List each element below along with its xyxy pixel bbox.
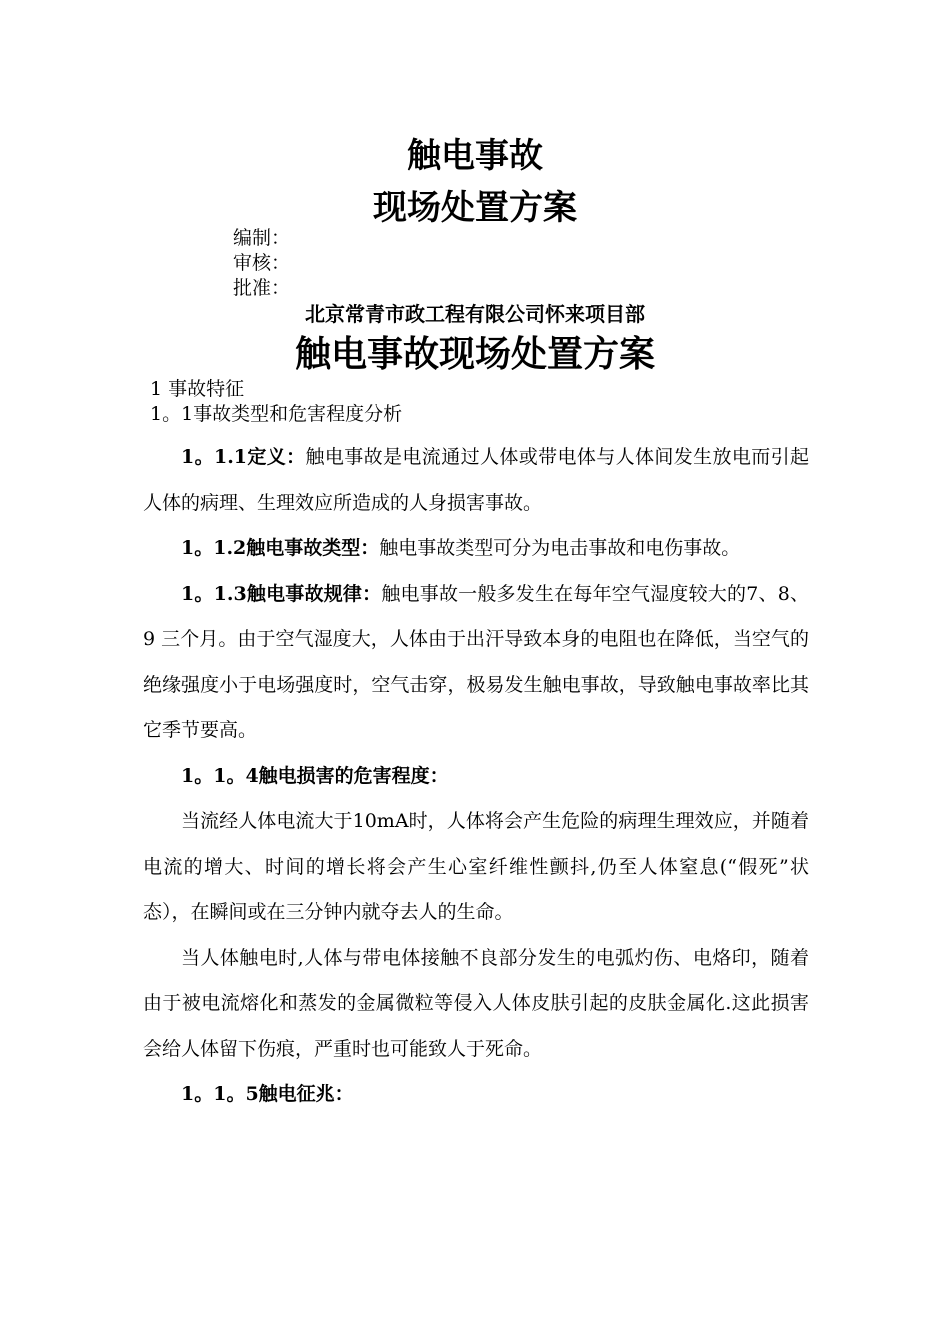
paragraph-harm-current xyxy=(143,799,809,936)
cover-title-line2: 现场处置方案 xyxy=(373,188,577,228)
paragraph-text: 触电事故类型可分为电击事故和电伤事故。 xyxy=(379,537,741,559)
paragraph-text: 当人体触电时,人体与带电体接触不良部分发生的电弧灼伤、电烙印，随着由于被电流熔化和蒸发的金属微粒等侵入人体皮肤引起的皮肤金属化.这此损害会给人体留下伤痕，严重时也可能致人于死命。 xyxy=(143,946,809,1060)
paragraph-types xyxy=(143,526,809,572)
document-title: 触电事故现场处置方案 xyxy=(294,333,655,375)
paragraph-symptoms-heading xyxy=(143,1072,809,1118)
paragraph-harm-heading xyxy=(143,754,809,800)
paragraph-patterns xyxy=(143,572,809,754)
body-text xyxy=(143,435,809,1118)
paragraph-label: 1。1。4触电损害的危害程度： xyxy=(181,764,449,787)
section-1-heading: 1 事故特征 xyxy=(150,378,245,400)
paragraph-text: 触电事故是电流通过人体或带电体与人体间发生放电而引起人体的病理、生理效应所造成的人身损害事故。 xyxy=(143,446,809,514)
section-1-1-heading: 1。1事故类型和危害程度分析 xyxy=(150,403,403,425)
paragraph-label: 1。1。5触电征兆： xyxy=(181,1083,354,1105)
paragraph-text: 当流经人体电流大于10mA时，人体将会产生危险的病理生理效应，并随着电流的增大、时间的增长将会产生心室纤维性颤抖,仍至人体窒息(“假死”状态），在瞬间或在三分钟内就夺去人的生命。 xyxy=(143,810,809,923)
approved-by-label: 批准： xyxy=(233,277,291,299)
compiled-by-label: 编制： xyxy=(233,227,291,249)
paragraph-definition xyxy=(143,435,809,526)
paragraph-label: 1。1.3触电事故规律： xyxy=(181,582,382,605)
reviewed-by-label: 审核： xyxy=(233,252,291,274)
cover-title-line1: 触电事故 xyxy=(407,136,543,176)
paragraph-harm-burns xyxy=(143,936,809,1073)
paragraph-text: 触电事故一般多发生在每年空气湿度较大的7、8、9 三个月。由于空气湿度大，人体由于出汗导致本身的电阻也在降低，当空气的绝缘强度小于电场强度时，空气击穿，极易发生触电事故，导致触电事故率比其它季节要高。 xyxy=(143,582,809,741)
paragraph-label: 1。1.1定义： xyxy=(181,446,306,468)
company-name: 北京常青市政工程有限公司怀来项目部 xyxy=(305,302,645,326)
paragraph-label: 1。1.2触电事故类型： xyxy=(181,537,380,559)
